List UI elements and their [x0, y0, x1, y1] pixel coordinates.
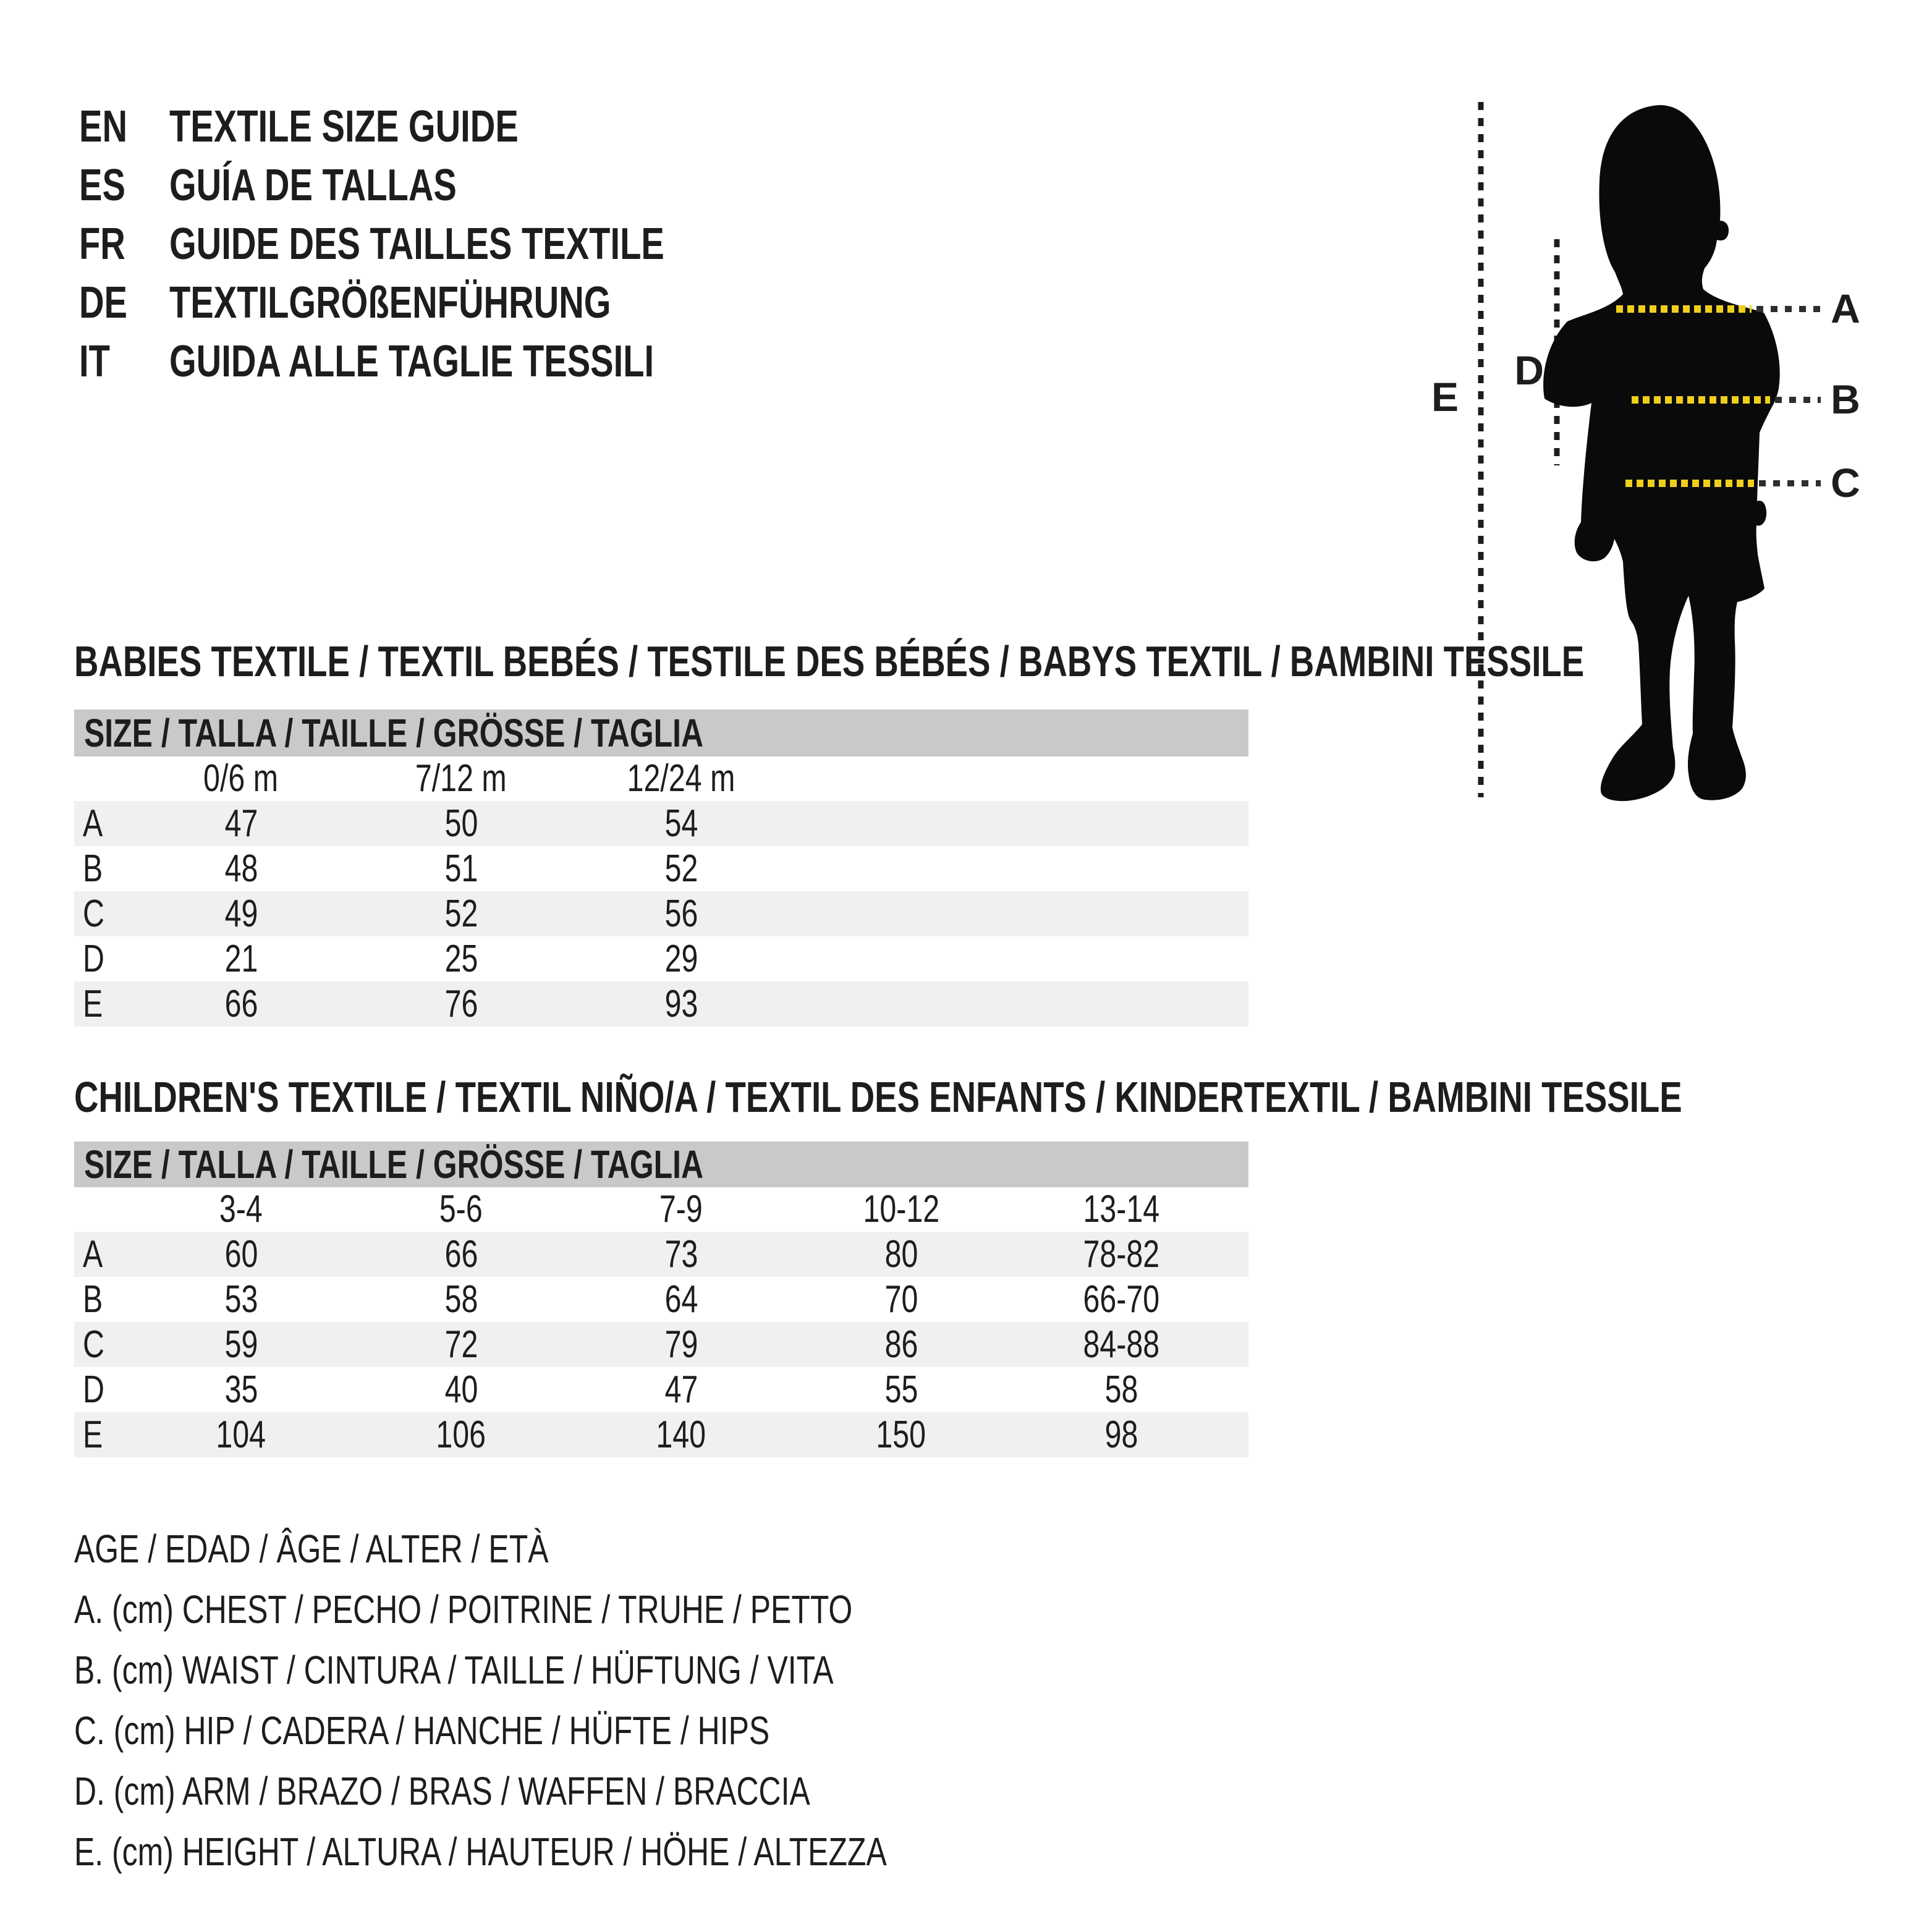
- table-cell: 93: [664, 982, 698, 1025]
- table-cell: 51: [444, 847, 478, 890]
- children-size-header-bar: SIZE / TALLA / TAILLE / GRÖSSE / TAGLIA: [74, 1142, 1248, 1187]
- table-cell: 86: [884, 1323, 918, 1366]
- table-cell: 98: [1104, 1413, 1138, 1456]
- table-cell: 50: [444, 802, 478, 845]
- column-header: 12/24 m: [627, 757, 735, 800]
- legend-line-chest: A. (cm) CHEST / PECHO / POITRINE / TRUHE / PETTO: [74, 1587, 853, 1632]
- table-cell: 58: [1104, 1368, 1138, 1411]
- row-label: E: [83, 1413, 103, 1456]
- table-cell: 54: [664, 802, 698, 845]
- table-cell: 29: [664, 937, 698, 980]
- row-label: B: [83, 847, 103, 890]
- table-cell: 150: [876, 1413, 926, 1456]
- babies-column-header-row: [74, 756, 1248, 801]
- table-row: [74, 1277, 1248, 1322]
- language-row-it: [79, 334, 790, 389]
- table-row: [74, 1412, 1248, 1457]
- table-cell: 84-88: [1083, 1323, 1159, 1366]
- table-cell: 106: [436, 1413, 486, 1456]
- table-row: [74, 936, 1248, 981]
- figure-label-a: A: [1831, 286, 1860, 331]
- table-cell: 49: [224, 892, 258, 935]
- row-label: C: [83, 892, 104, 935]
- language-title: GUIDE DES TAILLES TEXTILE: [169, 219, 664, 269]
- figure-label-e: E: [1431, 374, 1459, 420]
- language-code: ES: [79, 161, 125, 210]
- table-cell: 40: [444, 1368, 478, 1411]
- row-label: E: [83, 982, 103, 1025]
- measurement-figure: [1413, 87, 1932, 810]
- table-cell: 55: [884, 1368, 918, 1411]
- table-cell: 47: [224, 802, 258, 845]
- language-row-en: [79, 99, 617, 155]
- figure-label-c: C: [1831, 460, 1860, 506]
- table-cell: 52: [444, 892, 478, 935]
- table-cell: 47: [664, 1368, 698, 1411]
- table-row: [74, 1232, 1248, 1277]
- table-row: [74, 981, 1248, 1027]
- table-cell: 64: [664, 1277, 698, 1321]
- column-header: 5-6: [439, 1188, 483, 1231]
- table-cell: 66-70: [1083, 1277, 1159, 1321]
- language-code: DE: [79, 278, 128, 328]
- table-cell: 58: [444, 1277, 478, 1321]
- language-code: EN: [79, 102, 128, 151]
- table-row: [74, 1367, 1248, 1412]
- table-cell: 56: [664, 892, 698, 935]
- table-row: [74, 1322, 1248, 1367]
- column-header: 13-14: [1083, 1188, 1159, 1231]
- row-label: D: [83, 937, 104, 980]
- language-title: TEXTILE SIZE GUIDE: [169, 102, 519, 151]
- legend-line-hip: C. (cm) HIP / CADERA / HANCHE / HÜFTE / HIPS: [74, 1708, 770, 1753]
- table-row: [74, 846, 1248, 891]
- children-column-header-row: [74, 1187, 1248, 1232]
- column-header: 7-9: [659, 1188, 703, 1231]
- row-label: A: [83, 802, 103, 845]
- row-label: C: [83, 1323, 104, 1366]
- language-title: GUIDA ALLE TAGLIE TESSILI: [169, 337, 655, 386]
- language-title: TEXTILGRÖßENFÜHRUNG: [169, 278, 611, 328]
- table-cell: 76: [444, 982, 478, 1025]
- language-row-de: [79, 275, 735, 331]
- table-cell: 79: [664, 1323, 698, 1366]
- table-cell: 70: [884, 1277, 918, 1321]
- table-cell: 21: [224, 937, 258, 980]
- table-cell: 59: [224, 1323, 258, 1366]
- table-cell: 35: [224, 1368, 258, 1411]
- legend-line-height: E. (cm) HEIGHT / ALTURA / HAUTEUR / HÖHE / ALTEZZA: [74, 1829, 887, 1874]
- column-header: 0/6 m: [203, 757, 279, 800]
- table-cell: 53: [224, 1277, 258, 1321]
- table-row: [74, 801, 1248, 846]
- column-header: 7/12 m: [415, 757, 507, 800]
- babies-section-title: BABIES TEXTILE / TEXTIL BEBÉS / TESTILE DES BÉBÉS / BABYS TEXTIL / BAMBINI TESSILE: [74, 637, 1585, 685]
- row-label: D: [83, 1368, 104, 1411]
- legend-line-waist: B. (cm) WAIST / CINTURA / TAILLE / HÜFTUNG / VITA: [74, 1648, 834, 1692]
- table-cell: 66: [444, 1232, 478, 1276]
- table-row: [74, 891, 1248, 936]
- language-row-fr: [79, 216, 804, 272]
- table-cell: 140: [656, 1413, 706, 1456]
- row-label: B: [83, 1277, 103, 1321]
- babies-size-header-bar: SIZE / TALLA / TAILLE / GRÖSSE / TAGLIA: [74, 710, 1248, 756]
- column-header: 3-4: [219, 1188, 263, 1231]
- table-cell: 48: [224, 847, 258, 890]
- table-cell: 52: [664, 847, 698, 890]
- figure-label-b: B: [1831, 376, 1860, 422]
- language-code: IT: [79, 337, 110, 386]
- table-cell: 80: [884, 1232, 918, 1276]
- table-cell: 66: [224, 982, 258, 1025]
- table-cell: 25: [444, 937, 478, 980]
- figure-label-d: D: [1514, 347, 1544, 393]
- legend-line-arm: D. (cm) ARM / BRAZO / BRAS / WAFFEN / BRACCIA: [74, 1769, 810, 1813]
- language-title: GUÍA DE TALLAS: [169, 161, 457, 210]
- row-label: A: [83, 1232, 103, 1276]
- table-cell: 73: [664, 1232, 698, 1276]
- table-cell: 78-82: [1083, 1232, 1159, 1276]
- child-silhouette-icon: [1543, 105, 1780, 801]
- language-code: FR: [79, 219, 125, 269]
- legend-line-age: AGE / EDAD / ÂGE / ALTER / ETÀ: [74, 1527, 549, 1571]
- table-cell: 72: [444, 1323, 478, 1366]
- language-row-es: [79, 158, 538, 213]
- table-cell: 60: [224, 1232, 258, 1276]
- column-header: 10-12: [863, 1188, 939, 1231]
- children-section-title: CHILDREN'S TEXTILE / TEXTIL NIÑO/A / TEXTIL DES ENFANTS / KINDERTEXTIL / BAMBINI TESSILE: [74, 1073, 1682, 1121]
- table-cell: 104: [216, 1413, 266, 1456]
